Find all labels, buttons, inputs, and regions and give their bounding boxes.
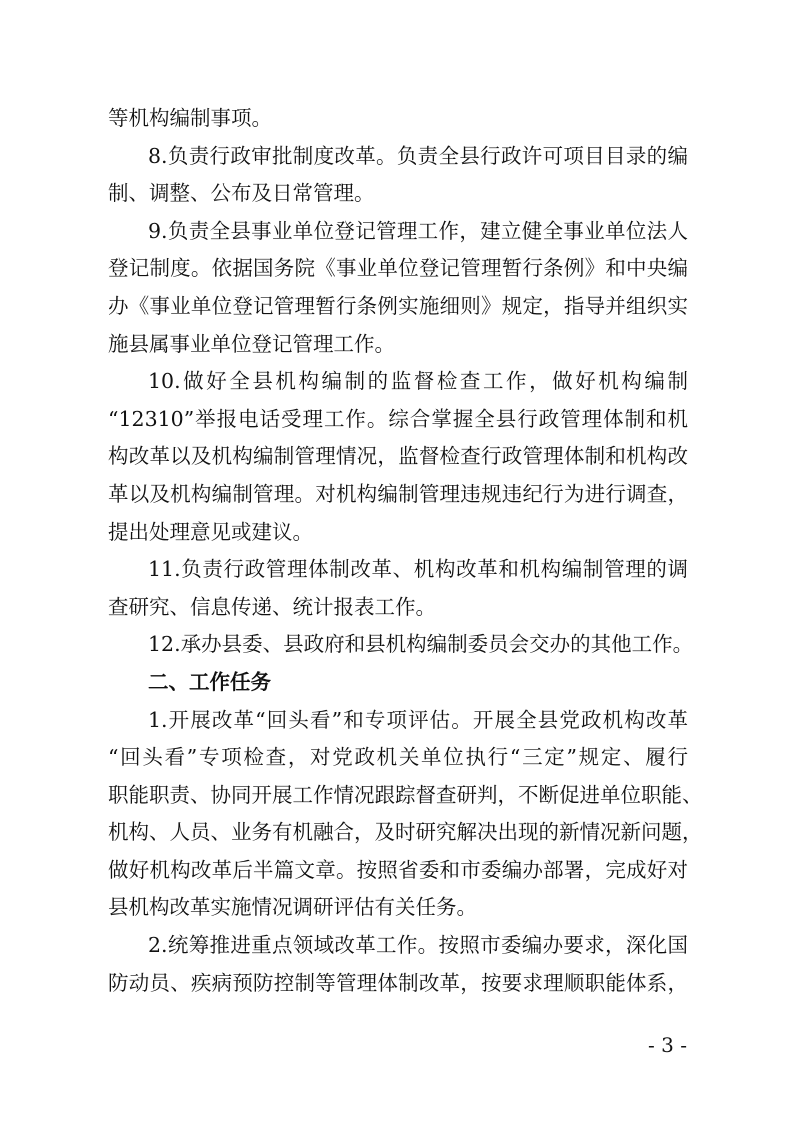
text-line: “回头看”专项检查，对党政机关单位执行“三定”规定、履行 [108,745,688,770]
text-line: 办《事业单位登记管理暂行条例实施细则》规定，指导并组织实 [108,293,688,318]
page-number: - 3 - [648,1033,687,1057]
section-heading: 二、工作任务 [148,669,271,694]
text-line: 机构、人员、业务有机融合，及时研究解决出现的新情况新问题， [108,820,703,845]
text-line: 12.承办县委、县政府和县机构编制委员会交办的其他工作。 [148,632,694,657]
text-line: 10.做好全县机构编制的监督检查工作，做好机构编制 [148,369,688,394]
text-line: 职能职责、协同开展工作情况跟踪督查研判，不断促进单位职能、 [108,782,703,807]
text-line: 1.开展改革“回头看”和专项评估。开展全县党政机构改革 [148,707,688,732]
text-line: 9.负责全县事业单位登记管理工作，建立健全事业单位法人 [148,218,688,243]
text-line: 提出处理意见或建议。 [108,519,313,544]
text-line: 防动员、疾病预防控制等管理体制改革，按要求理顺职能体系， [108,970,688,995]
text-line: 8.负责行政审批制度改革。负责全县行政许可项目目录的编 [148,143,688,168]
text-line: 构改革以及机构编制管理情况，监督检查行政管理体制和机构改 [108,444,688,469]
text-line: 等机构编制事项。 [108,106,272,130]
text-line: 做好机构改革后半篇文章。按照省委和市委编办部署，完成好对 [108,857,688,882]
text-line: 县机构改革实施情况调研评估有关任务。 [108,895,477,920]
text-line: 登记制度。依据国务院《事业单位登记管理暂行条例》和中央编 [108,256,688,281]
text-line: 11.负责行政管理体制改革、机构改革和机构编制管理的调 [148,557,688,582]
text-line: “12310”举报电话受理工作。综合掌握全县行政管理体制和机 [108,406,688,431]
text-line: 革以及机构编制管理。对机构编制管理违规违纪行为进行调查， [108,481,688,506]
text-line: 2.统筹推进重点领域改革工作。按照市委编办要求，深化国 [148,933,688,958]
document-body [108,100,703,1002]
text-line: 制、调整、公布及日常管理。 [108,181,375,206]
text-line: 查研究、信息传递、统计报表工作。 [108,594,436,619]
text-line: 施县属事业单位登记管理工作。 [108,331,395,356]
